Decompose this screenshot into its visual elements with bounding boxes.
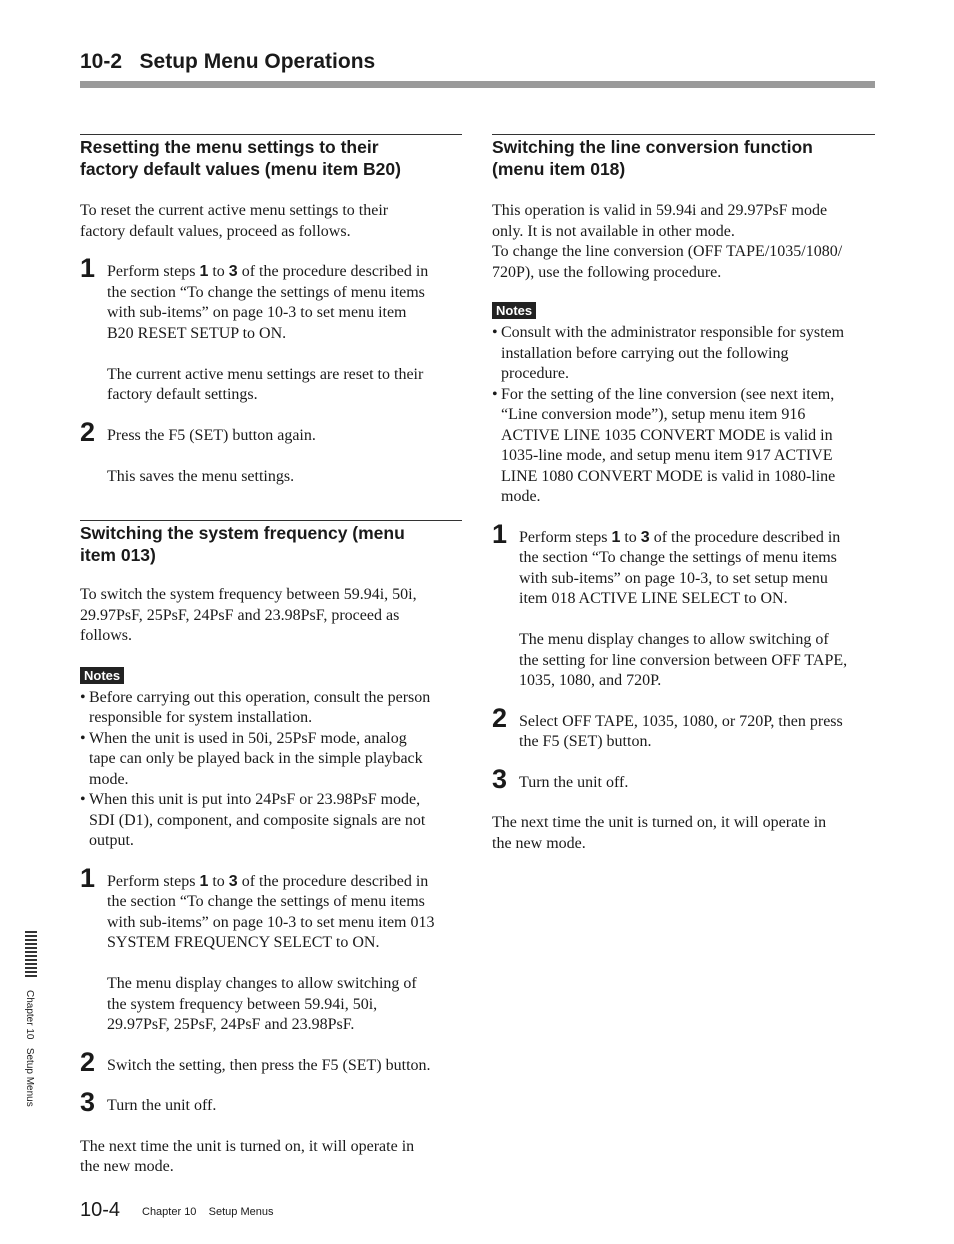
step-result: The menu display changes to allow switching of the setting for line conversion between OFF TAPE, 1035, 1080, and 720P. [519, 631, 848, 689]
section-heading-system-frequency: Switching the system frequency (menu item 013) [80, 520, 462, 566]
step-number: 1 [492, 518, 508, 549]
section-intro-line-conversion: This operation is valid in 59.94i and 29.97PsF mode only. It is not available in other mode. To change the line conversion (OFF TAPE/1035/1080/ 720P), use the following procedure. [492, 202, 843, 281]
step-text: Turn the unit off. [107, 1097, 217, 1114]
step-text: Perform steps 1 to 3 of the procedure described in the section “To change the settings of menu items with sub-items” on page 10-3 to set menu item 013 SYSTEM FREQUENCY SELECT to ON. [107, 872, 435, 951]
notes-label: Notes [80, 667, 124, 684]
step-3-system-frequency [80, 1087, 462, 1117]
step-number: 2 [492, 702, 508, 733]
note-item: • For the setting of the line conversion (see next item, “Line conversion mode”), setup menu item 916 ACTIVE LINE 1035 CONVERT MODE is valid in 1035-line mode, and setup menu item 917 ACTIVE LINE 1080 CONVERT MODE is valid in 1080-line mode. [492, 385, 836, 505]
step-number: 1 [80, 253, 96, 283]
step-2-line-conversion [492, 702, 875, 753]
footer-chapter-label: Chapter 10 Setup Menus [142, 1206, 274, 1218]
note-item: • Consult with the administrator responsible for system installation before carrying out the following procedure. [492, 324, 845, 382]
right-column [492, 134, 875, 854]
step-result: The menu display changes to allow switching of the system frequency between 59.94i, 50i, 29.97PsF, 25PsF, 24PsF and 23.98PsF. [107, 975, 417, 1033]
step-text: Switch the setting, then press the F5 (SET) button. [107, 1056, 431, 1074]
note-item: • When the unit is used in 50i, 25PsF mode, analog tape can only be played back in the simple playback mode. [80, 729, 423, 788]
notes-block [80, 667, 462, 852]
step-text: Perform steps 1 to 3 of the procedure described in the section “To change the settings of menu items with sub-items” on page 10-3 to set menu item B20 RESET SETUP to ON. [107, 263, 429, 342]
section-heading-line-conversion: Switching the line conversion function (menu item 018) [492, 134, 875, 180]
step-1-line-conversion [492, 518, 875, 692]
notes-label: Notes [492, 302, 536, 319]
closing-text: The next time the unit is turned on, it will operate in the new mode. [492, 814, 827, 852]
step-1-system-frequency [80, 862, 462, 1036]
step-text: Press the F5 (SET) button again. [107, 426, 316, 444]
side-chapter-label: Chapter 10 Setup Menus [24, 990, 35, 1107]
chapter-thumb-tab [25, 931, 37, 979]
step-result: This saves the menu settings. [107, 467, 295, 485]
closing-text: The next time the unit is turned on, it will operate in the new mode. [80, 1137, 415, 1175]
step-number: 2 [80, 416, 96, 447]
step-number: 3 [492, 763, 508, 794]
step-number: 1 [80, 862, 96, 893]
notes-list [492, 323, 875, 508]
section-intro-system-frequency: To switch the system frequency between 59.94i, 50i, 29.97PsF, 25PsF, 24PsF and 23.98PsF, proceed as follows. [80, 586, 417, 644]
step-1-reset [80, 253, 462, 406]
step-3-line-conversion [492, 763, 875, 794]
section-heading-reset: Resetting the menu settings to their factory default values (menu item B20) [80, 134, 462, 180]
header-rule [80, 81, 875, 88]
note-item: • When this unit is put into 24PsF or 23.98PsF mode, SDI (D1), component, and composite signals are not output. [80, 791, 426, 849]
notes-block [492, 302, 875, 508]
left-column [80, 134, 462, 1178]
step-2-reset [80, 416, 462, 488]
step-text: Select OFF TAPE, 1035, 1080, or 720P, then press the F5 (SET) button. [519, 712, 843, 750]
step-text: Turn the unit off. [519, 773, 629, 791]
notes-list [80, 688, 462, 852]
step-text: Perform steps 1 to 3 of the procedure described in the section “To change the settings of menu items with sub-items” on page 10-3, to set setup menu item 018 ACTIVE LINE SELECT to ON. [519, 528, 841, 607]
section-intro-reset: To reset the current active menu settings to their factory default values, proceed as follows. [80, 202, 389, 240]
step-result: The current active menu settings are reset to their factory default settings. [107, 365, 424, 403]
step-number: 2 [80, 1046, 96, 1077]
note-item: • Before carrying out this operation, consult the person responsible for system installation. [80, 688, 431, 726]
page-number: 10-4 [80, 1199, 121, 1221]
page-header-title: 10-2 Setup Menu Operations [80, 50, 376, 73]
step-2-system-frequency [80, 1046, 462, 1077]
step-number: 3 [80, 1087, 96, 1117]
